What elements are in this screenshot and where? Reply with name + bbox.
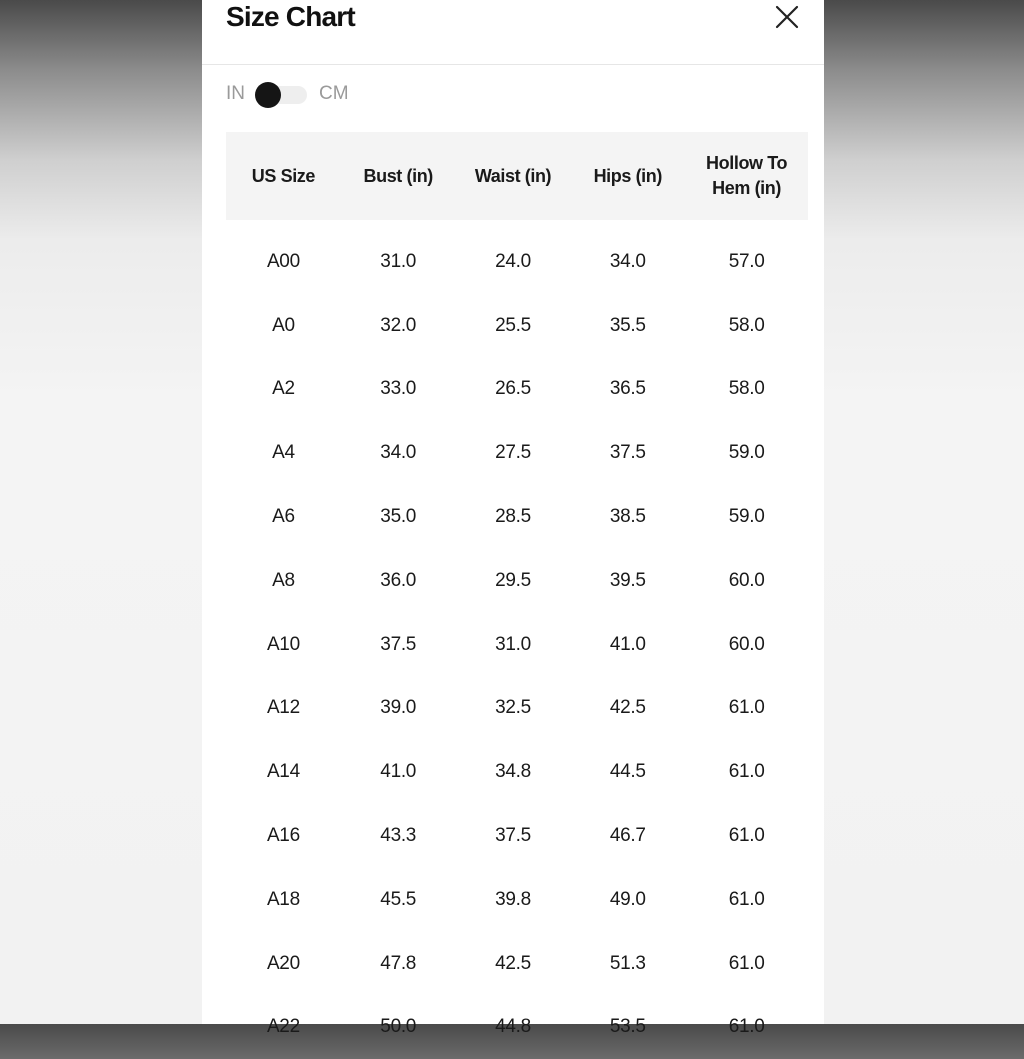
cell-hips: 41.0: [609, 633, 646, 655]
cell-hollow-to-hem: 61.0: [728, 952, 765, 974]
cell-bust: 41.0: [380, 761, 417, 783]
cell-hollow-to-hem: 61.0: [728, 761, 765, 783]
modal-title: Size Chart: [226, 1, 355, 32]
cell-hips: 51.3: [609, 952, 646, 974]
cell-bust: 37.5: [380, 633, 417, 655]
cell-waist: 44.8: [495, 1016, 531, 1038]
cell-bust: 34.0: [380, 442, 417, 464]
cell-waist: 31.0: [495, 633, 531, 655]
cell-waist: 42.5: [495, 952, 531, 974]
cell-us-size: A14: [266, 761, 300, 783]
cell-bust: 39.0: [380, 697, 417, 719]
cell-hips: 34.0: [609, 250, 646, 272]
cell-hollow-to-hem: 58.0: [728, 378, 765, 400]
cell-us-size: A00: [266, 250, 300, 272]
column-header-hollow-to-hem: Hollow To Hem (in): [706, 153, 788, 198]
toggle-knob: [255, 82, 281, 108]
cell-us-size: A16: [266, 825, 300, 847]
close-icon: [772, 2, 802, 32]
table-row: [226, 358, 808, 422]
cell-waist: 37.5: [495, 825, 531, 847]
table-row: [226, 549, 808, 613]
cell-hips: 46.7: [609, 825, 646, 847]
cell-bust: 36.0: [380, 569, 417, 591]
cell-bust: 43.3: [380, 825, 417, 847]
cell-hips: 38.5: [609, 506, 646, 528]
close-button[interactable]: [772, 2, 802, 32]
cell-waist: 39.8: [495, 888, 531, 910]
table-row: [226, 485, 808, 549]
size-chart-modal: [202, 0, 824, 1038]
cell-hollow-to-hem: 61.0: [728, 888, 765, 910]
modal-header: [202, 0, 824, 65]
cell-hips: 49.0: [609, 888, 646, 910]
unit-toggle: [226, 78, 349, 110]
table-row: [226, 613, 808, 677]
cell-hollow-to-hem: 58.0: [728, 314, 765, 336]
table-row: [226, 996, 808, 1059]
table-row: [226, 294, 808, 358]
column-header-hips: Hips (in): [593, 165, 662, 186]
cell-hips: 36.5: [609, 378, 646, 400]
cell-hollow-to-hem: 57.0: [728, 250, 765, 272]
cell-hips: 35.5: [609, 314, 646, 336]
cell-waist: 29.5: [495, 569, 531, 591]
cell-hips: 37.5: [609, 442, 646, 464]
cell-bust: 50.0: [380, 1016, 417, 1038]
cell-bust: 45.5: [380, 888, 417, 910]
cell-us-size: A12: [266, 697, 300, 719]
cell-us-size: A4: [272, 442, 295, 464]
cell-us-size: A10: [266, 633, 300, 655]
cell-hips: 42.5: [609, 697, 646, 719]
table-row: [226, 740, 808, 804]
cell-hollow-to-hem: 60.0: [728, 633, 765, 655]
cell-us-size: A6: [272, 506, 295, 528]
cell-us-size: A2: [272, 378, 295, 400]
cell-waist: 24.0: [495, 250, 531, 272]
cell-bust: 31.0: [380, 250, 417, 272]
cell-waist: 26.5: [495, 378, 531, 400]
cell-bust: 32.0: [380, 314, 417, 336]
cell-waist: 28.5: [495, 506, 531, 528]
cell-bust: 35.0: [380, 506, 417, 528]
table-spacer: [226, 220, 808, 230]
table-header-row: [226, 132, 808, 220]
cell-waist: 27.5: [495, 442, 531, 464]
column-header-bust: Bust (in): [363, 165, 433, 186]
table-row: [226, 421, 808, 485]
cell-hollow-to-hem: 61.0: [728, 1016, 765, 1038]
modal-backdrop-right[interactable]: [824, 0, 1024, 1024]
cell-waist: 25.5: [495, 314, 531, 336]
cell-us-size: A18: [266, 888, 300, 910]
table-row: [226, 804, 808, 868]
table-row: [226, 230, 808, 294]
cell-hollow-to-hem: 61.0: [728, 825, 765, 847]
cell-hollow-to-hem: 59.0: [728, 442, 765, 464]
cell-us-size: A8: [272, 569, 295, 591]
table-row: [226, 868, 808, 932]
cell-hips: 44.5: [609, 761, 646, 783]
cell-hips: 39.5: [609, 569, 646, 591]
cell-hips: 53.5: [609, 1016, 646, 1038]
cell-waist: 32.5: [495, 697, 531, 719]
column-header-waist: Waist (in): [474, 165, 552, 186]
size-chart-table: [226, 132, 808, 1059]
unit-label-cm[interactable]: CM: [319, 83, 349, 104]
unit-toggle-switch[interactable]: [255, 84, 307, 104]
cell-bust: 47.8: [380, 952, 417, 974]
cell-hollow-to-hem: 60.0: [728, 569, 765, 591]
cell-hollow-to-hem: 59.0: [728, 506, 765, 528]
cell-waist: 34.8: [495, 761, 531, 783]
table-row: [226, 677, 808, 741]
modal-backdrop-left[interactable]: [0, 0, 202, 1024]
table-row: [226, 932, 808, 996]
cell-us-size: A0: [272, 314, 295, 336]
column-header-us-size: US Size: [251, 165, 316, 186]
cell-us-size: A22: [266, 1016, 300, 1038]
unit-label-in[interactable]: IN: [226, 83, 245, 104]
cell-hollow-to-hem: 61.0: [728, 697, 765, 719]
cell-bust: 33.0: [380, 378, 417, 400]
cell-us-size: A20: [266, 952, 300, 974]
